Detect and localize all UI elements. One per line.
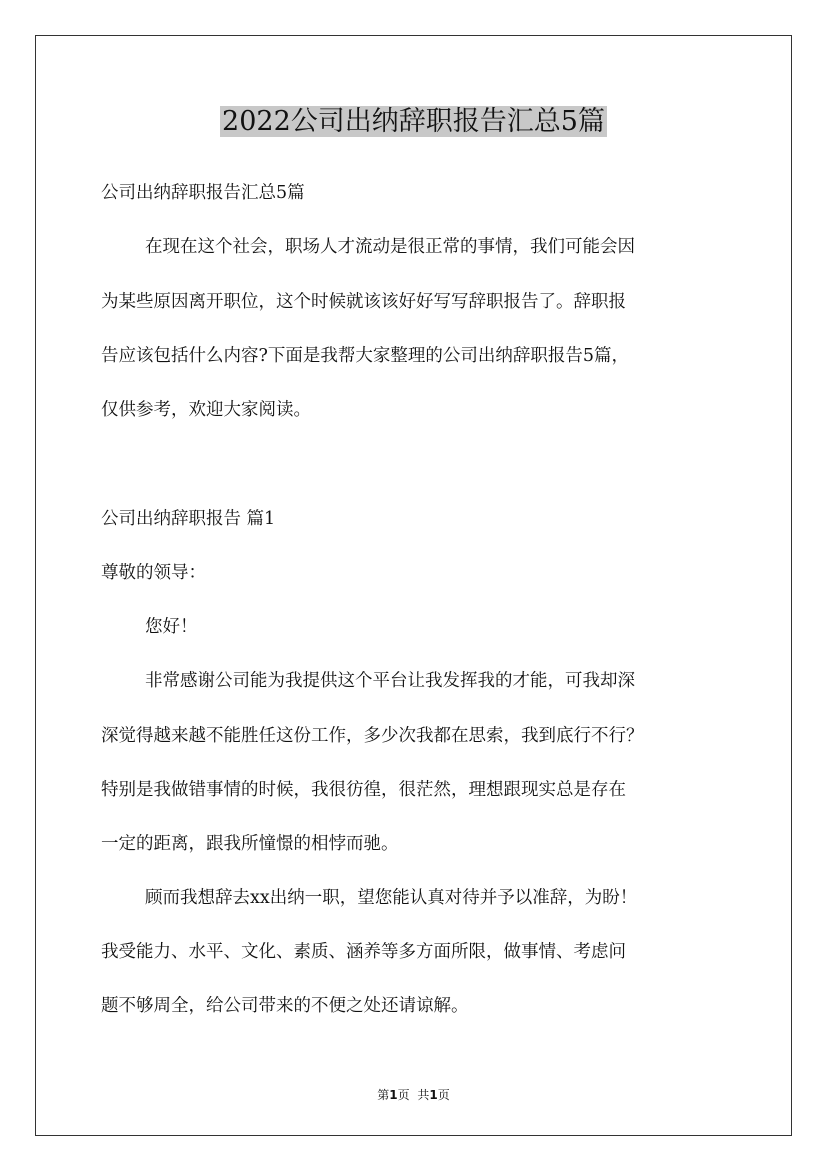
footer-page-number: 1 — [389, 1088, 398, 1102]
intro-line-2: 为某些原因离开职位，这个时候就该该好好写写辞职报告了。辞职报 — [101, 292, 626, 312]
footer-page-prefix: 第 — [377, 1088, 390, 1102]
salutation: 尊敬的领导： — [101, 563, 206, 583]
document-title-text: 2022公司出纳辞职报告汇总5篇 — [222, 106, 605, 137]
section-heading: 公司出纳辞职报告 篇1 — [101, 509, 276, 529]
body-line-1: 非常感谢公司能为我提供这个平台让我发挥我的才能，可我却深 — [145, 671, 635, 691]
greeting: 您好！ — [145, 617, 198, 637]
page-footer — [0, 1087, 827, 1103]
body-line-4: 一定的距离，跟我所憧憬的相悖而驰。 — [101, 834, 399, 854]
footer-total-number: 1 — [429, 1088, 438, 1102]
subtitle-line: 公司出纳辞职报告汇总5篇 — [101, 183, 305, 203]
body-line-5: 顾而我想辞去xx出纳一职，望您能认真对待并予以准辞，为盼！ — [145, 888, 638, 908]
intro-line-1: 在现在这个社会，职场人才流动是很正常的事情，我们可能会因 — [145, 237, 635, 257]
body-line-6: 我受能力、水平、文化、素质、涵养等多方面所限，做事情、考虑问 — [101, 942, 626, 962]
footer-total-suffix: 页 — [437, 1088, 450, 1102]
body-line-3: 特别是我做错事情的时候，我很彷徨，很茫然，理想跟现实总是存在 — [101, 780, 626, 800]
footer-page-suffix: 页 — [397, 1088, 410, 1102]
body-line-7: 题不够周全，给公司带来的不便之处还请谅解。 — [101, 996, 469, 1016]
document-title — [0, 102, 827, 142]
intro-line-4: 仅供参考，欢迎大家阅读。 — [101, 400, 311, 420]
footer-total-prefix: 共 — [417, 1088, 430, 1102]
body-line-2: 深觉得越来越不能胜任这份工作，多少次我都在思索，我到底行不行？ — [101, 726, 644, 746]
intro-line-3: 告应该包括什么内容?下面是我帮大家整理的公司出纳辞职报告5篇， — [101, 346, 630, 366]
